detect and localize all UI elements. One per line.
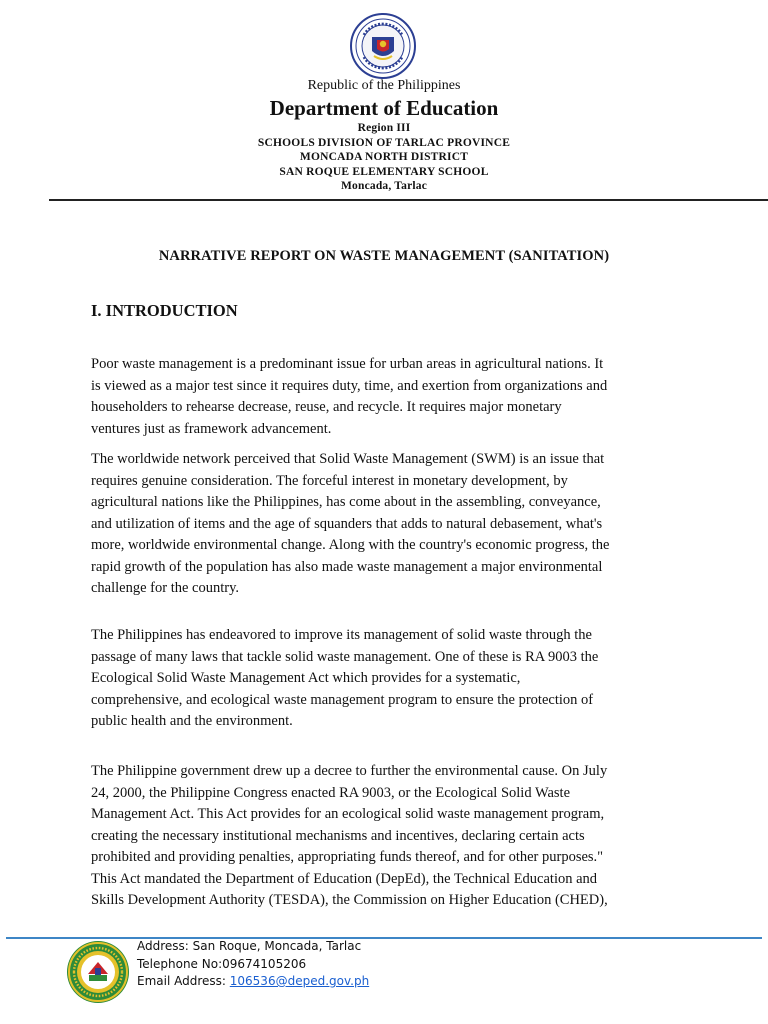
footer-telephone: Telephone No:09674105206 bbox=[137, 956, 307, 971]
paragraph-3 bbox=[91, 625, 691, 733]
school-line: SAN ROQUE ELEMENTARY SCHOOL bbox=[279, 165, 489, 178]
paragraph-line: requires genuine consideration. The forceful interest in monetary development, by bbox=[91, 472, 568, 489]
department-name: Department of Education bbox=[269, 96, 499, 120]
footer-email bbox=[137, 973, 369, 991]
footer-address: Address: San Roque, Moncada, Tarlac bbox=[137, 939, 362, 953]
paragraph-line: Skills Development Authority (TESDA), the Commission on Higher Education (CHED), bbox=[91, 892, 608, 908]
paragraph-line: 24, 2000, the Philippine Congress enacted RA 9003, or the Ecological Solid Waste bbox=[91, 784, 571, 801]
paragraph-line: more, worldwide environmental change. Along with the country's economic progress, the bbox=[91, 537, 610, 553]
section-heading: I. INTRODUCTION bbox=[91, 301, 238, 320]
paragraph-line: householders to rehearse decrease, reuse, and recycle. It requires major monetary bbox=[91, 399, 562, 415]
republic-line: Republic of the Philippines bbox=[307, 78, 461, 93]
paragraph-line: Management Act. This Act provides for an ecological solid waste management program, bbox=[91, 806, 605, 822]
paragraph-4 bbox=[91, 761, 691, 912]
deped-seal-icon bbox=[350, 13, 416, 79]
paragraph-line: agricultural nations like the Philippines, has come about in the assembling, conveyance, bbox=[91, 494, 601, 510]
paragraph-line: creating the necessary institutional mechanisms and incentives, declaring certain acts bbox=[91, 827, 585, 844]
paragraph-line: is viewed as a major test since it requires duty, time, and exertion from organizations and bbox=[91, 377, 608, 394]
division-line: SCHOOLS DIVISION OF TARLAC PROVINCE bbox=[257, 136, 511, 149]
paragraph-line: and utilization of items and the age of squanders that adds to natural debasement, what's bbox=[91, 515, 603, 532]
paragraph-line: public health and the environment. bbox=[91, 713, 293, 729]
paragraph-line: prohibited and providing penalties, appropriating funds thereof, and for other purposes." bbox=[91, 849, 604, 865]
location-line: Moncada, Tarlac bbox=[340, 180, 428, 192]
paragraph-line: The worldwide network perceived that Solid Waste Management (SWM) is an issue that bbox=[91, 451, 605, 467]
email-label: Email Address: bbox=[137, 974, 230, 988]
paragraph-2 bbox=[91, 449, 691, 600]
footer-divider bbox=[6, 937, 762, 939]
paragraph-line: ventures just as framework advancement. bbox=[91, 420, 332, 437]
paragraph-line: passage of many laws that tackle solid waste management. One of these is RA 9003 the bbox=[91, 648, 599, 665]
paragraph-line: This Act mandated the Department of Education (DepEd), the Technical Education and bbox=[91, 870, 598, 887]
paragraph-line: rapid growth of the population has also made waste management a major environmental bbox=[91, 558, 603, 575]
region-line: Region III bbox=[357, 122, 411, 134]
header-divider bbox=[49, 199, 768, 201]
footer-contact bbox=[137, 938, 369, 991]
paragraph-1 bbox=[91, 354, 691, 440]
paragraph-line: challenge for the country. bbox=[91, 580, 240, 596]
paragraph-line: The Philippine government drew up a decree to further the environmental cause. On July bbox=[91, 763, 608, 779]
paragraph-line: The Philippines has endeavored to improve its management of solid waste through the bbox=[91, 627, 592, 643]
letterhead bbox=[0, 77, 768, 194]
paragraph-line: comprehensive, and ecological waste management program to ensure the protection of bbox=[91, 691, 594, 708]
school-seal-icon bbox=[66, 940, 130, 1004]
paragraph-line: Ecological Solid Waste Management Act which provides for a systematic, bbox=[91, 670, 521, 686]
district-line: MONCADA NORTH DISTRICT bbox=[299, 151, 469, 163]
report-title: NARRATIVE REPORT ON WASTE MANAGEMENT (SANITATION) bbox=[158, 248, 610, 264]
email-link[interactable]: 106536@deped.gov.ph bbox=[229, 974, 370, 988]
paragraph-line: Poor waste management is a predominant issue for urban areas in agricultural nations. It bbox=[91, 356, 604, 372]
